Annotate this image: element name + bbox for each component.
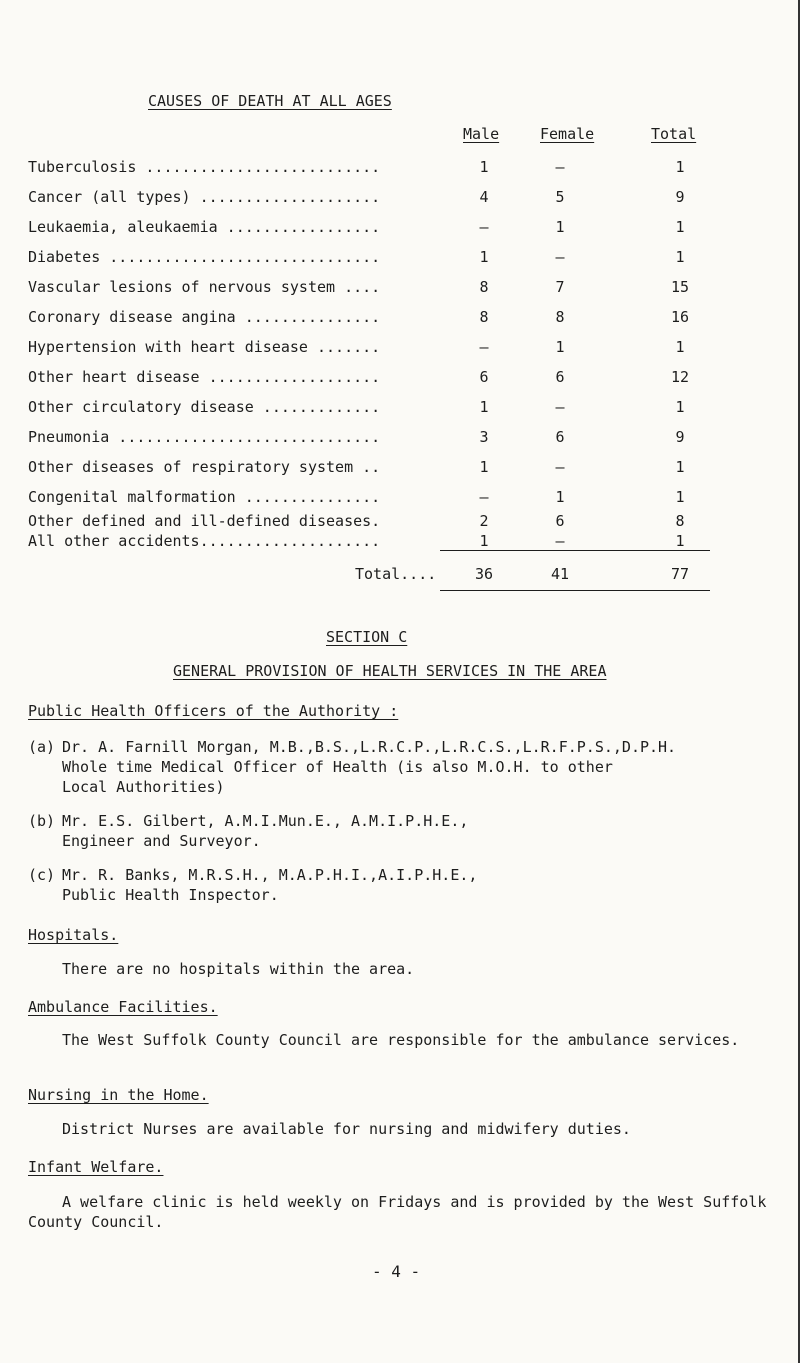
cell-male: 1: [479, 458, 489, 476]
cell-total: 16: [670, 308, 690, 326]
cell-female: 6: [555, 368, 565, 386]
cell-male: 1: [479, 532, 489, 550]
cell-female: –: [555, 248, 565, 266]
officer-marker: (c): [28, 866, 56, 884]
cell-total: 1: [675, 248, 685, 266]
cell-total: 15: [670, 278, 690, 296]
row-label: Leukaemia, aleukaemia .................: [28, 218, 381, 236]
officer-line: Dr. A. Farnill Morgan, M.B.,B.S.,L.R.C.P.,L.R.C.S.,L.R.F.P.S.,D.P.H.: [62, 738, 677, 756]
cell-male: 6: [479, 368, 489, 386]
row-label: Other heart disease ...................: [28, 368, 381, 386]
total-label: Total....: [355, 565, 437, 583]
cell-male: –: [479, 488, 489, 506]
row-label: Tuberculosis ..........................: [28, 158, 381, 176]
cell-total: 9: [675, 428, 685, 446]
cell-female: 1: [555, 338, 565, 356]
cell-female: 1: [555, 218, 565, 236]
total-rule-bottom: [440, 590, 710, 591]
row-label: Cancer (all types) ....................: [28, 188, 381, 206]
officer-line: Whole time Medical Officer of Health (is also M.O.H. to other: [62, 758, 613, 776]
cell-female: –: [555, 458, 565, 476]
header-total: Total: [651, 125, 697, 143]
infant-text: A welfare clinic is held weekly on Fridays and is provided by the West Suffolk County Council.: [28, 1193, 767, 1231]
row-label: Coronary disease angina ...............: [28, 308, 381, 326]
officer-line: Local Authorities): [62, 778, 225, 796]
cell-total: 1: [675, 338, 685, 356]
cell-female: –: [555, 398, 565, 416]
infant-heading: Infant Welfare.: [28, 1158, 164, 1176]
hospitals-heading: Hospitals.: [28, 926, 119, 944]
total-rule-top: [440, 550, 710, 551]
page-number: - 4 -: [372, 1262, 421, 1281]
officer-line: Public Health Inspector.: [62, 886, 279, 904]
total-male: 36: [474, 565, 494, 583]
cell-total: 1: [675, 488, 685, 506]
cell-male: 1: [479, 398, 489, 416]
header-female: Female: [540, 125, 595, 143]
cell-female: 5: [555, 188, 565, 206]
officer-marker: (a): [28, 738, 56, 756]
cell-female: –: [555, 158, 565, 176]
cell-total: 1: [675, 218, 685, 236]
officer-line: Engineer and Surveyor.: [62, 832, 261, 850]
officers-heading: Public Health Officers of the Authority :: [28, 702, 399, 720]
cell-total: 1: [675, 458, 685, 476]
cell-female: 6: [555, 512, 565, 530]
total-all: 77: [670, 565, 690, 583]
cell-female: –: [555, 532, 565, 550]
nursing-heading: Nursing in the Home.: [28, 1086, 209, 1104]
cell-female: 8: [555, 308, 565, 326]
officer-line: Mr. E.S. Gilbert, A.M.I.Mun.E., A.M.I.P.H.E.,: [62, 812, 469, 830]
hospitals-text: There are no hospitals within the area.: [62, 960, 415, 978]
row-label: Other diseases of respiratory system ..: [28, 458, 381, 476]
row-label: Other circulatory disease .............: [28, 398, 381, 416]
officer-marker: (b): [28, 812, 56, 830]
total-female: 41: [550, 565, 570, 583]
header-male: Male: [463, 125, 500, 143]
cell-male: 8: [479, 278, 489, 296]
cell-male: –: [479, 338, 489, 356]
row-label: Diabetes ..............................: [28, 248, 381, 266]
officer-line: Mr. R. Banks, M.R.S.H., M.A.P.H.I.,A.I.P.H.E.,: [62, 866, 478, 884]
cell-total: 9: [675, 188, 685, 206]
cell-total: 12: [670, 368, 690, 386]
row-label: Hypertension with heart disease .......: [28, 338, 381, 356]
cell-female: 6: [555, 428, 565, 446]
table-title: CAUSES OF DEATH AT ALL AGES: [148, 92, 392, 110]
cell-male: –: [479, 218, 489, 236]
row-label: Vascular lesions of nervous system ....: [28, 278, 381, 296]
cell-total: 1: [675, 158, 685, 176]
section-heading: SECTION C: [326, 628, 408, 646]
nursing-text: District Nurses are available for nursing and midwifery duties.: [62, 1120, 631, 1138]
cell-total: 1: [675, 398, 685, 416]
cell-male: 1: [479, 158, 489, 176]
cell-male: 4: [479, 188, 489, 206]
cell-male: 2: [479, 512, 489, 530]
cell-male: 3: [479, 428, 489, 446]
cell-female: 7: [555, 278, 565, 296]
section-subheading: GENERAL PROVISION OF HEALTH SERVICES IN THE AREA: [173, 662, 607, 680]
ambulance-text: The West Suffolk County Council are responsible for the ambulance services.: [62, 1031, 740, 1049]
cell-total: 8: [675, 512, 685, 530]
cell-male: 8: [479, 308, 489, 326]
row-label: Pneumonia .............................: [28, 428, 381, 446]
cell-female: 1: [555, 488, 565, 506]
row-label: Other defined and ill-defined diseases.: [28, 512, 381, 530]
row-label: All other accidents....................: [28, 532, 381, 550]
cell-total: 1: [675, 532, 685, 550]
row-label: Congenital malformation ...............: [28, 488, 381, 506]
cell-male: 1: [479, 248, 489, 266]
ambulance-heading: Ambulance Facilities.: [28, 998, 218, 1016]
